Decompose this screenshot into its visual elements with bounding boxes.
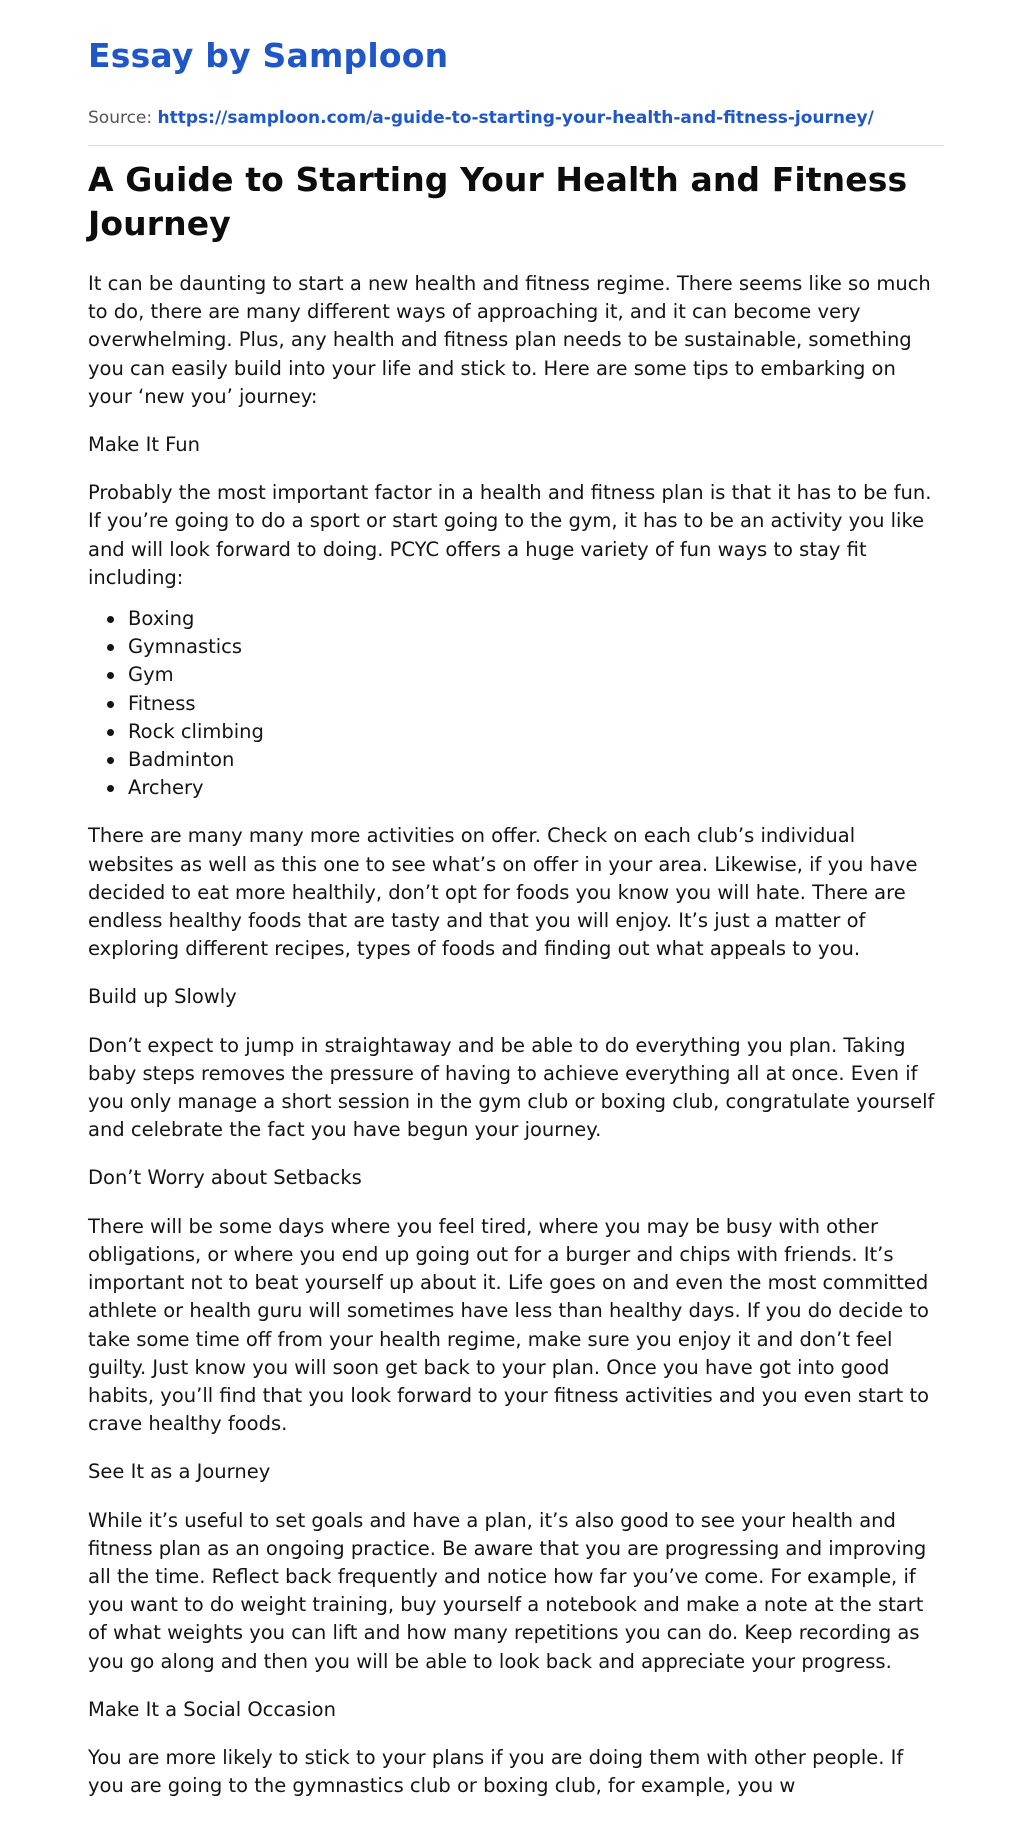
list-item: Boxing [128, 605, 944, 633]
activities-list [88, 605, 944, 802]
site-title[interactable]: Essay by Samploon [88, 36, 449, 75]
section-heading: See It as a Journey [88, 1460, 271, 1484]
essay-content [88, 30, 944, 1820]
list-item: Rock climbing [128, 718, 944, 746]
divider [88, 145, 944, 146]
list-item: Fitness [128, 690, 944, 718]
list-item: Gym [128, 661, 944, 689]
list-item: Gymnastics [128, 633, 944, 661]
section-paragraph: There will be some days where you feel tired, where you may be busy with other obligations, or where you end up going out for a burger and chips with friends. It’s important not to beat yourself up about it. Life goes on and even the most committed athlete or health guru will sometimes have less than healthy days. If you do decide to take some time off from your health regime, make sure you enjoy it and don’t feel guilty. Just know you will soon get back to your plan. Once you have got into good habits, you’ll find that you look forward to your fitness activities and you even start to crave healthy foods. [88, 1214, 930, 1436]
source-line [88, 106, 944, 130]
article-title: A Guide to Starting Your Health and Fitness Journey [88, 160, 908, 243]
list-item: Archery [128, 774, 944, 802]
section-paragraph: Don’t expect to jump in straightaway and be able to do everything you plan. Taking baby steps removes the pressure of having to achieve everything all at once. Even if you only manage a short session in the gym club or boxing club, congratulate yourself and celebrate the fact you have begun your journey. [88, 1033, 935, 1142]
section-paragraph: Probably the most important factor in a health and fitness plan is that it has to be fun. If you’re going to do a sport or start going to the gym, it has to be an activity you like and will look forward to doing. PCYC offers a huge variety of fun ways to stay fit including: [88, 481, 932, 589]
section-heading: Build up Slowly [88, 985, 237, 1009]
section-paragraph: You are more likely to stick to your plans if you are doing them with other people. If you are going to the gymnastics club or boxing club, for example, you w [88, 1745, 904, 1798]
section-heading: Make It Fun [88, 433, 201, 457]
source-link[interactable]: https://samploon.com/a-guide-to-starting-your-health-and-fitness-journey/ [157, 108, 874, 128]
section-paragraph: There are many many more activities on offer. Check on each club’s individual websites as well as this one to see what’s on offer in your area. Likewise, if you have decided to eat more healthily, don’t opt for foods you know you will hate. There are endless healthy foods that are tasty and that you will enjoy. It’s just a matter of exploring different recipes, types of foods and finding out what appeals to you. [88, 824, 918, 961]
list-item: Badminton [128, 746, 944, 774]
section-heading: Make It a Social Occasion [88, 1697, 336, 1721]
section-heading: Don’t Worry about Setbacks [88, 1166, 362, 1190]
source-label: Source: [88, 108, 153, 128]
article-body [88, 270, 944, 1800]
section-paragraph: While it’s useful to set goals and have a plan, it’s also good to see your health and fitness plan as an ongoing practice. Be aware that you are progressing and improving all the time. Reflect back frequently and notice how far you’ve come. For example, if you want to do weight training, buy yourself a notebook and make a note at the start of what weights you can lift and how many repetitions you can do. Keep recording as you go along and then you will be able to look back and appreciate your progress. [88, 1508, 927, 1673]
intro-paragraph: It can be daunting to start a new health and fitness regime. There seems like so much to do, there are many different ways of approaching it, and it can become very overwhelming. Plus, any health and fitness plan needs to be sustainable, something you can easily build into your life and stick to. Here are some tips to embarking on your ‘new you’ journey: [88, 272, 931, 408]
